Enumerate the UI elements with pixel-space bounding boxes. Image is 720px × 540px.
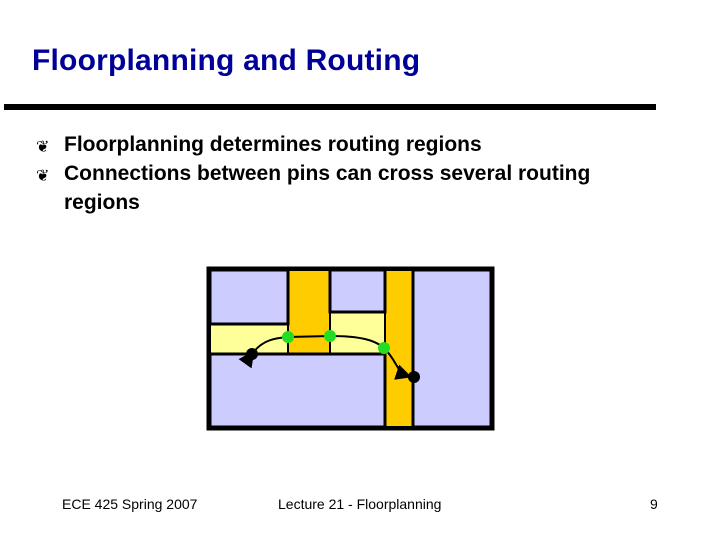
bullet-item bbox=[36, 130, 636, 159]
title-divider bbox=[4, 104, 656, 110]
bullet-item bbox=[36, 159, 636, 217]
bullet-list bbox=[36, 130, 636, 217]
block-top-left bbox=[210, 270, 288, 324]
footer-page-number: 9 bbox=[650, 496, 658, 512]
bullet-text: Floorplanning determines routing regions bbox=[64, 133, 482, 156]
horizontal-channel-mid bbox=[330, 312, 385, 354]
fleur-bullet-icon: ❦ bbox=[36, 166, 50, 185]
footer-course: ECE 425 Spring 2007 bbox=[62, 496, 198, 512]
bullet-text: Connections between pins can cross several routing regions bbox=[64, 162, 591, 214]
crossing-point bbox=[282, 331, 294, 343]
floorplan-diagram bbox=[200, 262, 500, 432]
crossing-point bbox=[324, 330, 336, 342]
vertical-channel-left bbox=[288, 270, 330, 354]
pin-source bbox=[246, 348, 258, 360]
slide-title: Floorplanning and Routing bbox=[32, 44, 421, 77]
pin-target bbox=[408, 371, 420, 383]
fleur-bullet-icon: ❦ bbox=[36, 137, 50, 156]
block-top-mid bbox=[330, 270, 385, 312]
footer-lecture: Lecture 21 - Floorplanning bbox=[278, 496, 442, 512]
block-bottom bbox=[210, 354, 385, 427]
block-right bbox=[413, 270, 491, 427]
crossing-point bbox=[378, 342, 390, 354]
